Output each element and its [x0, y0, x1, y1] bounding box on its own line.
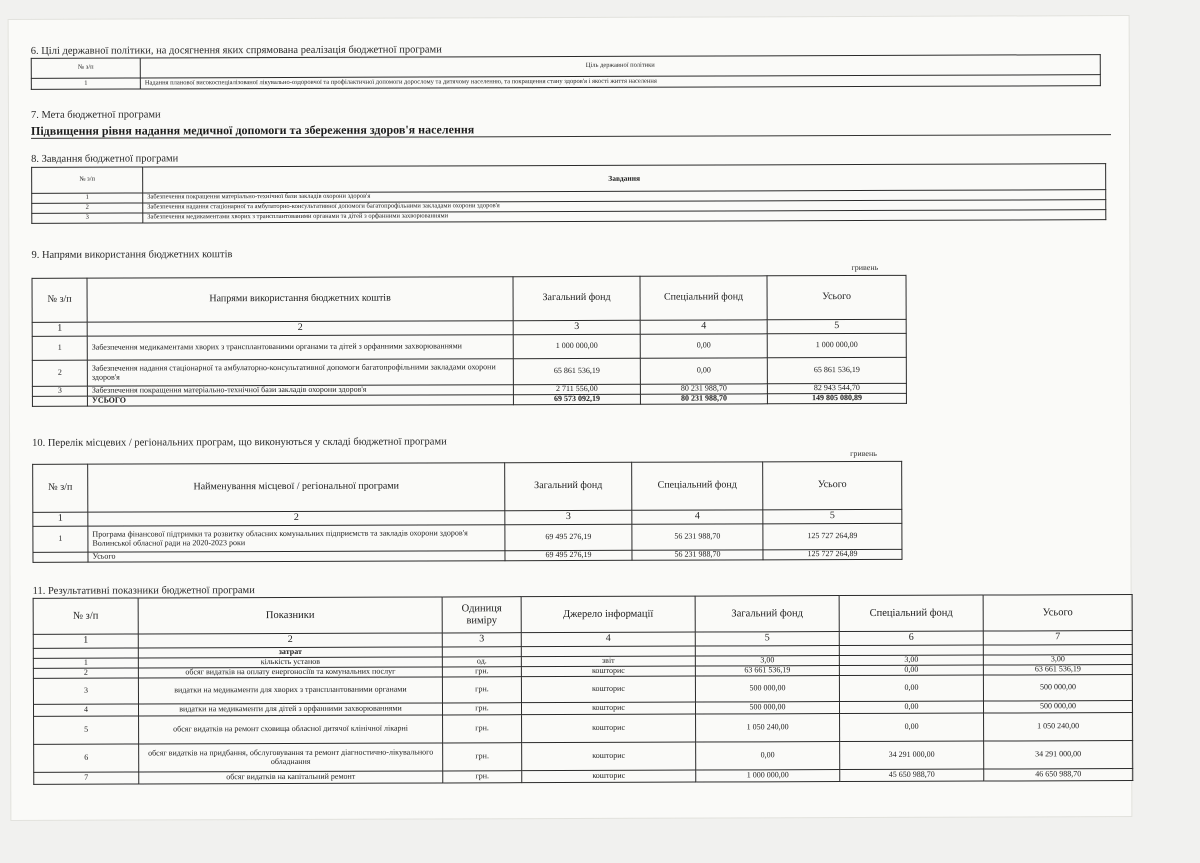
- table-row: 1 Програма фінансової підтримки та розвитку обласних комунальних підприємств та закладів охорони здоров'я Волинської обласної ради на 2020-2023 роки 69 495 276,19 56 231 988,70 125 727 264,89: [33, 523, 902, 552]
- document-page: [9, 16, 1132, 820]
- total-row: УСЬОГО 69 573 092,19 80 231 988,70 149 805 080,89: [32, 393, 906, 406]
- table-row: 3 видатки на медикаменти для хворих з трансплантованими органами грн. кошторис 500 000,00 0,00 500 000,00: [33, 675, 1132, 705]
- regional-programs-table: № з/п Найменування місцевої / регіональної програми Загальний фонд Спеціальний фонд Усього 1 2 3 4 5 1 Програма фінансової підтримки та розвитку обласних комунальних підприємств та закладів охорони здоров'я Волинської обласної ради на 2020-2023 роки 69 495 276,19 56 231 988,70 125 727 264,89 Усього 69 495 276,19 56 231 988,70 125 727 264,89: [32, 461, 902, 563]
- table-row: 2 Забезпечення надання стаціонарної та амбулаторно-консультативної допомоги багатопрофільними закладами охорони здоров'я: [32, 200, 1106, 214]
- section-9-title: 9. Напрями використання бюджетних коштів: [31, 249, 233, 261]
- col-goal: Ціль державної політики: [140, 55, 1100, 78]
- total-row: Усього 69 495 276,19 56 231 988,70 125 727 264,89: [33, 549, 902, 562]
- table-row: 1 Забезпечення покращення матеріально-технічної бази закладів охорони здоров'я: [32, 190, 1106, 204]
- table-row: 3 Забезпечення покращення матеріально-технічної бази закладів охорони здоров'я 2 711 556,00 80 231 988,70 82 943 544,70: [32, 383, 906, 396]
- tasks-table: [31, 163, 1106, 224]
- column-numbers: 1 2 3 4 5: [33, 509, 902, 526]
- group-row: затрат: [33, 645, 1132, 659]
- col-number: № з/п: [31, 58, 140, 78]
- col-number: № з/п: [32, 167, 143, 193]
- currency-unit: гривень: [850, 448, 877, 459]
- section-7-title: 7. Мета бюджетної програми: [30, 109, 161, 121]
- section-6-title: 6. Цілі державної політики, на досягнення яких спрямована реалізація бюджетної програми: [30, 44, 442, 57]
- col-task: Завдання: [143, 164, 1106, 193]
- currency-unit: гривень: [851, 262, 879, 273]
- budget-directions-table: № з/п Напрями використання бюджетних коштів Загальний фонд Спеціальний фонд Усього 1 2 3 4 5 1 Забезпечення медикаментами хворих з трансплантованими органами та дітей з орфанними захворюваннями 1 000 000,00 0,00 1 000 000,00 2 Забезпечення надання стаціонарної та амбулаторно-консультативної допомоги багатопрофільними закладами охорони здоров'я 65 861 536,19 0,00 65 861 536,19 3 Забезпечення покращення матеріально-технічної бази закладів охорони здоров'я 2 711 556,00 80 231 988,70 82 943 544,70 УСЬОГО 69 573 092,19 80 231 988,70 149 805 080,89: [32, 275, 907, 407]
- section-10-title: 10. Перелік місцевих / регіональних програм, що виконуються у складі бюджетної програми: [32, 436, 447, 449]
- table-row: 2 обсяг видатків на оплату енергоносіїв та комунальних послуг грн. кошторис 63 661 536,19 0,00 63 661 536,19: [33, 665, 1132, 679]
- table-row: 1 Забезпечення медикаментами хворих з трансплантованими органами та дітей з орфанними захворюваннями 1 000 000,00 0,00 1 000 000,00: [32, 333, 906, 360]
- table-row: 1 кількість установ од. звіт 3,00 3,00 3,00: [33, 655, 1132, 669]
- table-row: 6 обсяг видатків на придбання, обслуговування та ремонт діагностично-лікувального обладнання грн. кошторис 0,00 34 291 000,00 34 291 000,00: [34, 741, 1133, 773]
- table-row: 2 Забезпечення надання стаціонарної та амбулаторно-консультативної допомоги багатопрофільними закладами охорони здоров'я 65 861 536,19 0,00 65 861 536,19: [32, 357, 906, 386]
- table-row: 4 видатки на медикаменти для дітей з орфанними захворюваннями грн. кошторис 500 000,00 0,00 500 000,00: [33, 701, 1132, 717]
- table-row: 5 обсяг видатків на ремонт сховища обласної дитячої клінічної лікарні грн. кошторис 1 050 240,00 0,00 1 050 240,00: [34, 713, 1133, 745]
- column-numbers: 1 2 3 4 5 6 7: [33, 631, 1132, 649]
- table-row: 1 Надання планової високоспеціалізованої лікувально-оздоровчої та профілактичної допомоги дорослому та дитячому населенню, та покращення стану здоров'я і якості життя населення: [31, 75, 1100, 90]
- table-row: 7 обсяг видатків на капітальний ремонт грн. кошторис 1 000 000,00 45 650 988,70 46 650 988,70: [34, 769, 1133, 785]
- section-11-title: 11. Результативні показники бюджетної програми: [32, 585, 255, 597]
- performance-indicators-table: № з/п Показники Одиниця виміру Джерело інформації Загальний фонд Спеціальний фонд Усього 1 2 3 4 5 6 7 затрат 1 кількість установ од. звіт 3,00 3,00 3,00 2 обсяг видатків на оплату енергоносіїв та комунальних послуг грн. кошторис 63 661 536,19 0,00 63 661 536,19 3 видатки на медикаменти для хворих з трансплантованими органами грн. кошторис 500 000,00 0,00 500 000,00 4 видатки на медикаменти для дітей з орфанними захворюваннями грн. кошторис 500 000,00 0,00 500 000,00 5 обсяг видатків на ремонт сховища обласної дитячої клінічної лікарні грн. кошторис 1 050 240,00 0,00 1 050 240,00 6 обсяг видатків на придбання, обслуговування та ремонт діагностично-лікувального обладнання грн. кошторис 0,00 34 291 000,00 34 291 000,00 7 обсяг видатків на капітальний ремонт грн. кошторис 1 000 000,00 45 650 988,70 46 650 988,70: [33, 594, 1134, 785]
- section-8-title: 8. Завдання бюджетної програми: [31, 153, 179, 165]
- goals-table: [31, 54, 1101, 90]
- table-row: 3 Забезпечення медикаментами хворих з трансплантованими органами та дітей з орфанними захворюваннями: [32, 210, 1106, 224]
- program-goal: Підвищення рівня надання медичної допомоги та збереження здоров'я населення: [30, 122, 475, 138]
- column-numbers: 1 2 3 4 5: [32, 319, 906, 336]
